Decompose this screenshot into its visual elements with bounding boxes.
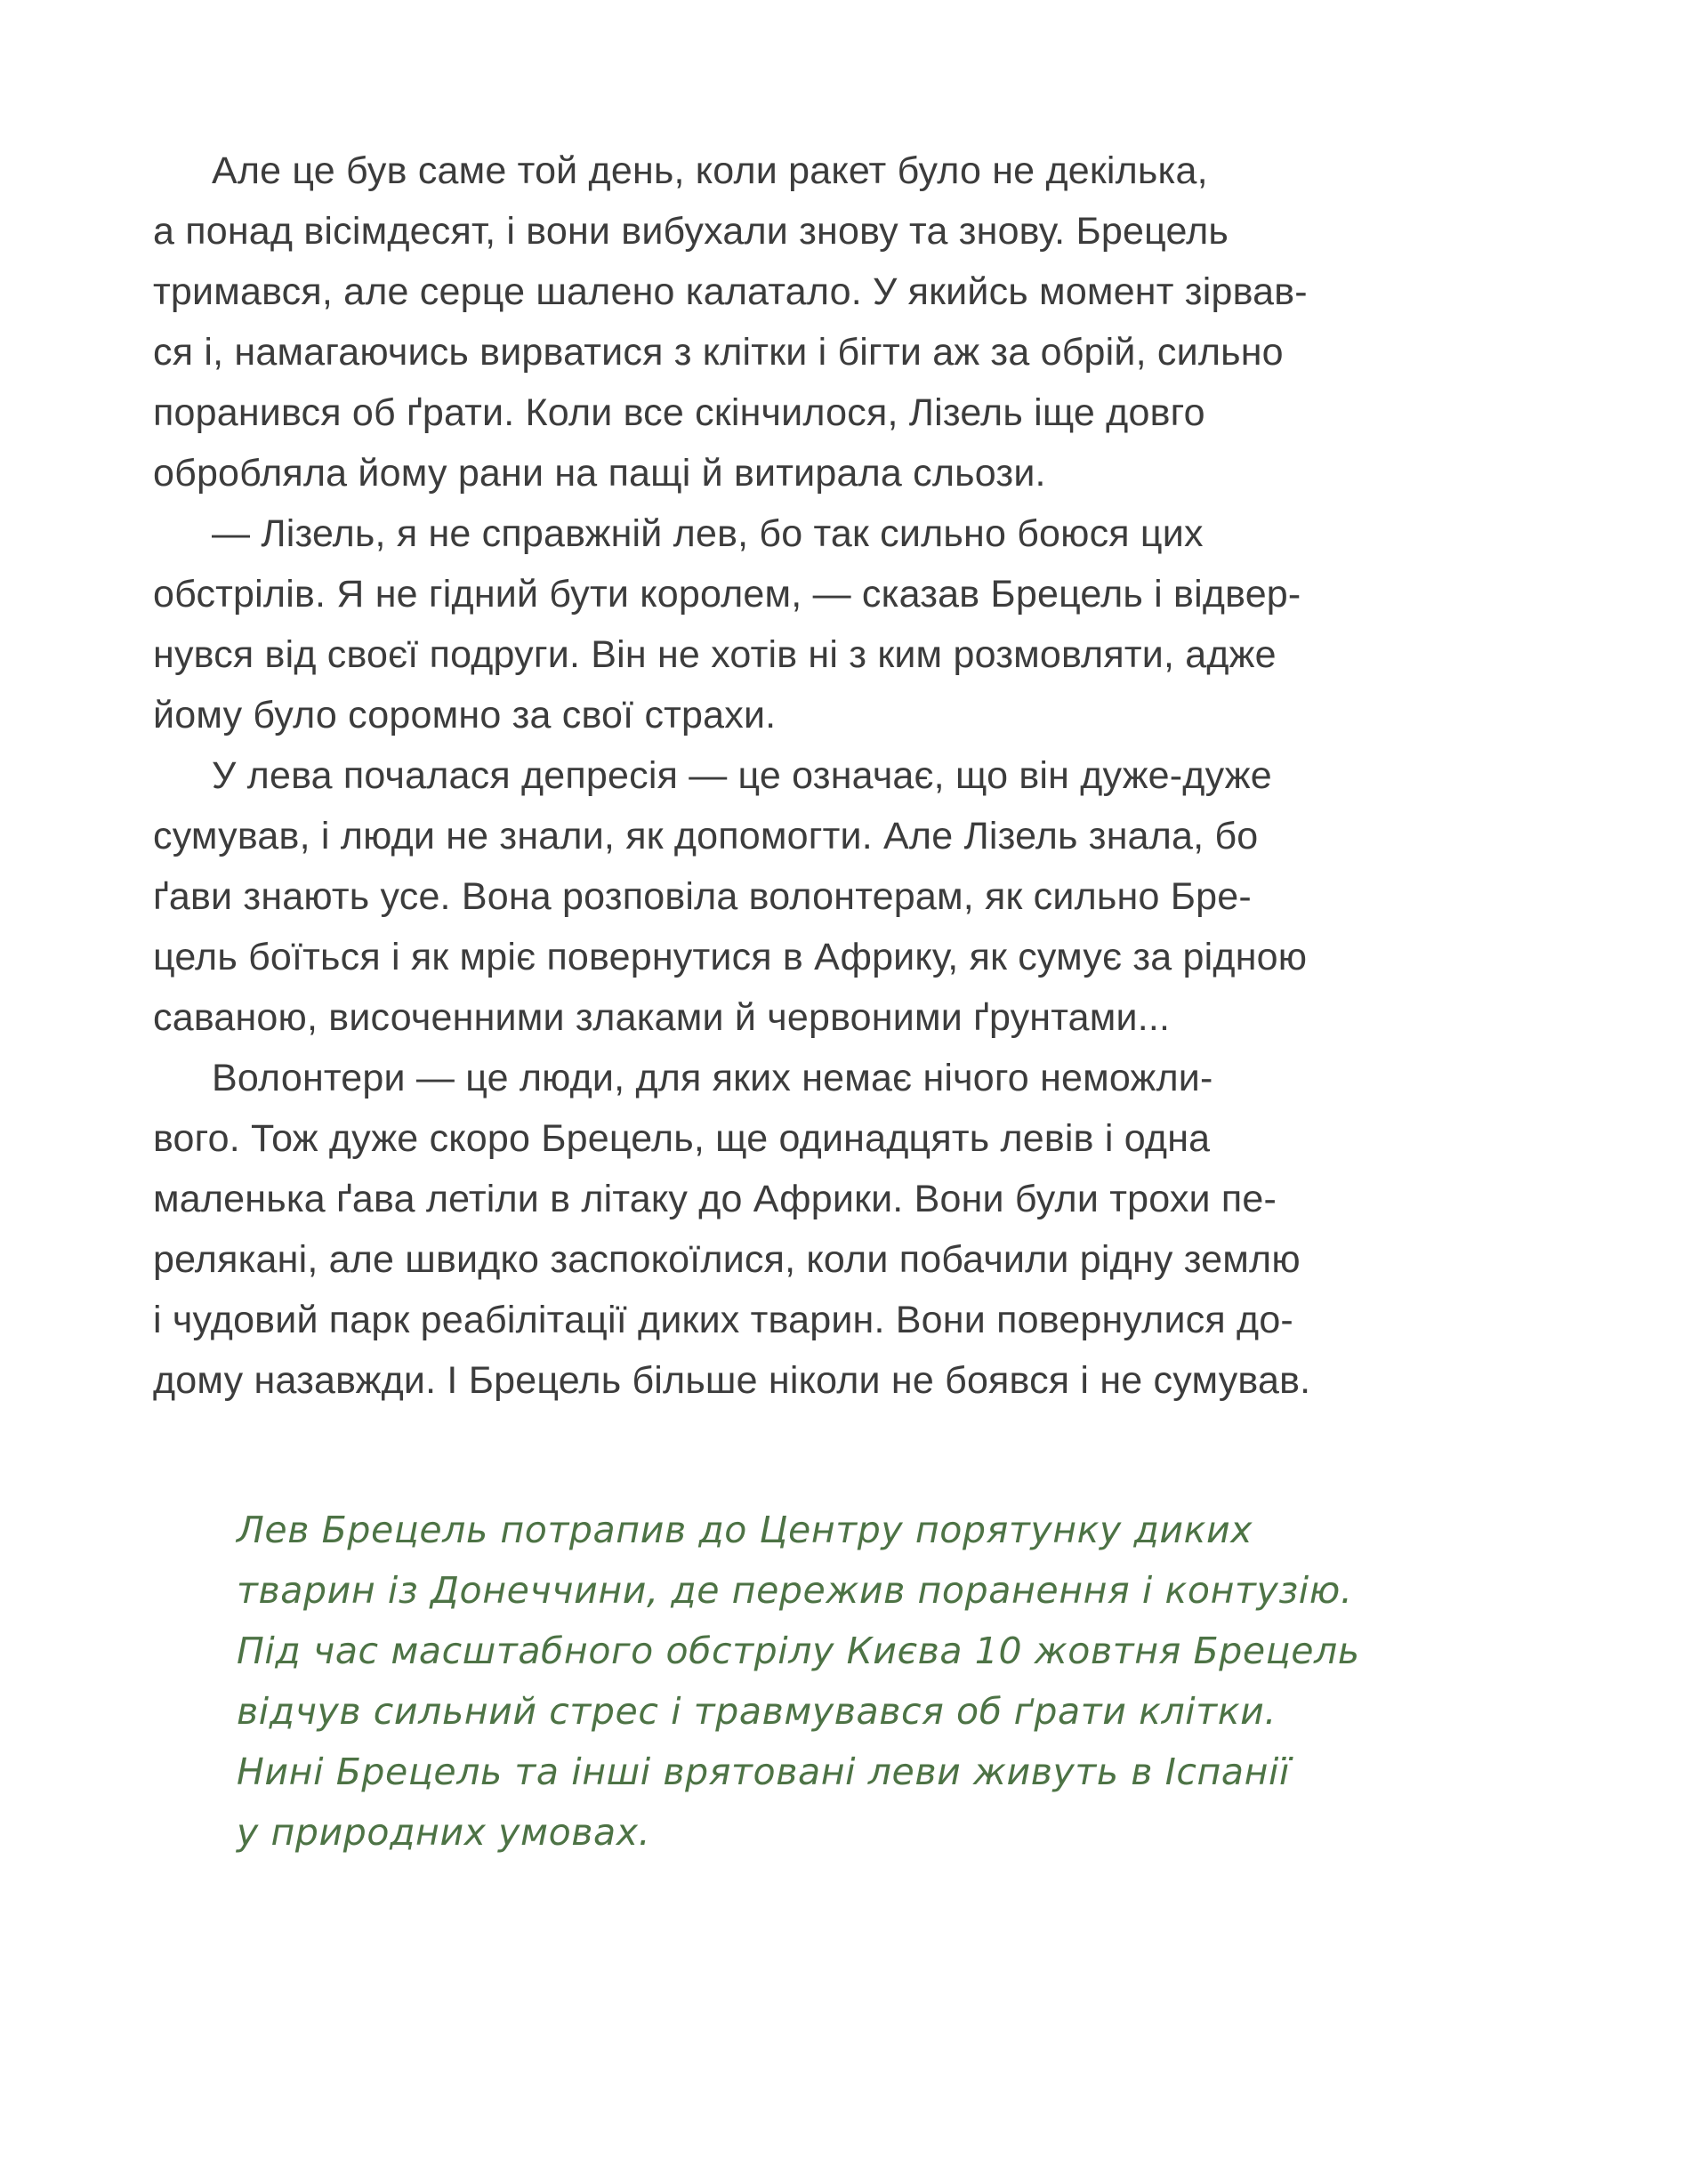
story-line: ся і, намагаючись вирватися з клітки і бігти аж за обрій, сильно [153,331,1284,374]
story-line: релякані, але швидко заспокоїлися, коли побачили рідну землю [153,1238,1301,1281]
story-line: саваною, височенними злаками й червоними ґрунтами... [153,996,1171,1039]
story-line: і чудовий парк реабілітації диких тварин. Вони повернулися до- [153,1299,1293,1341]
paragraph [153,141,1576,503]
story-line: нувся від своєї подруги. Він не хотів ні з ким розмовляти, адже [153,633,1277,676]
note-line: Лев Брецель потрапив до Центру порятунку диких [237,1509,1253,1551]
story-line: У лева почалася депресія — це означає, що він дуже-дуже [212,754,1272,797]
story-line: обробляла йому рани на пащі й витирала сльози. [153,452,1046,495]
note-line: у природних умовах. [237,1811,651,1854]
note-line: тварин із Донеччини, де пережив поранення і контузію. [237,1569,1353,1612]
story-text [153,141,1576,1411]
story-line: йому було соромно за свої страхи. [153,694,777,736]
story-line: цель боїться і як мріє повернутися в Африку, як сумує за рідною [153,936,1308,978]
story-line: Але це був саме той день, коли ракет було не декілька, [212,149,1208,192]
paragraph [153,503,1576,745]
paragraph [153,745,1576,1048]
story-line: сумував, і люди не знали, як допомогти. Але Лізель знала, бо [153,815,1259,857]
note-line: відчув сильний стрес і травмувався об ґрати клітки. [237,1690,1277,1733]
story-line: а понад вісімдесят, і вони вибухали знову та знову. Брецель [153,210,1229,253]
story-line: обстрілів. Я не гідний бути королем, — сказав Брецель і відвер- [153,573,1301,616]
story-line: — Лізель, я не справжній лев, бо так сильно боюся цих [212,512,1204,555]
story-line: дому назавжди. І Брецель більше ніколи не боявся і не сумував. [153,1359,1311,1402]
note-line: Під час масштабного обстрілу Києва 10 жовтня Брецель [237,1630,1360,1672]
story-line: маленька ґава летіли в літаку до Африки. Вони були трохи пе- [153,1178,1277,1220]
story-line: вого. Тож дуже скоро Брецель, ще одинадцять левів і одна [153,1117,1211,1160]
paragraph [153,1048,1576,1411]
story-line: тримався, але серце шалено калатало. У якийсь момент зірвав- [153,270,1308,313]
author-note [237,1500,1500,1863]
story-line: поранився об ґрати. Коли все скінчилося, Лізель іще довго [153,391,1205,434]
note-line: Нині Брецель та інші врятовані леви живуть в Іспанії [237,1751,1291,1793]
story-line: ґави знають усе. Вона розповіла волонтерам, як сильно Бре- [153,875,1252,918]
story-line: Волонтери — це люди, для яких немає нічого неможли- [212,1057,1213,1099]
